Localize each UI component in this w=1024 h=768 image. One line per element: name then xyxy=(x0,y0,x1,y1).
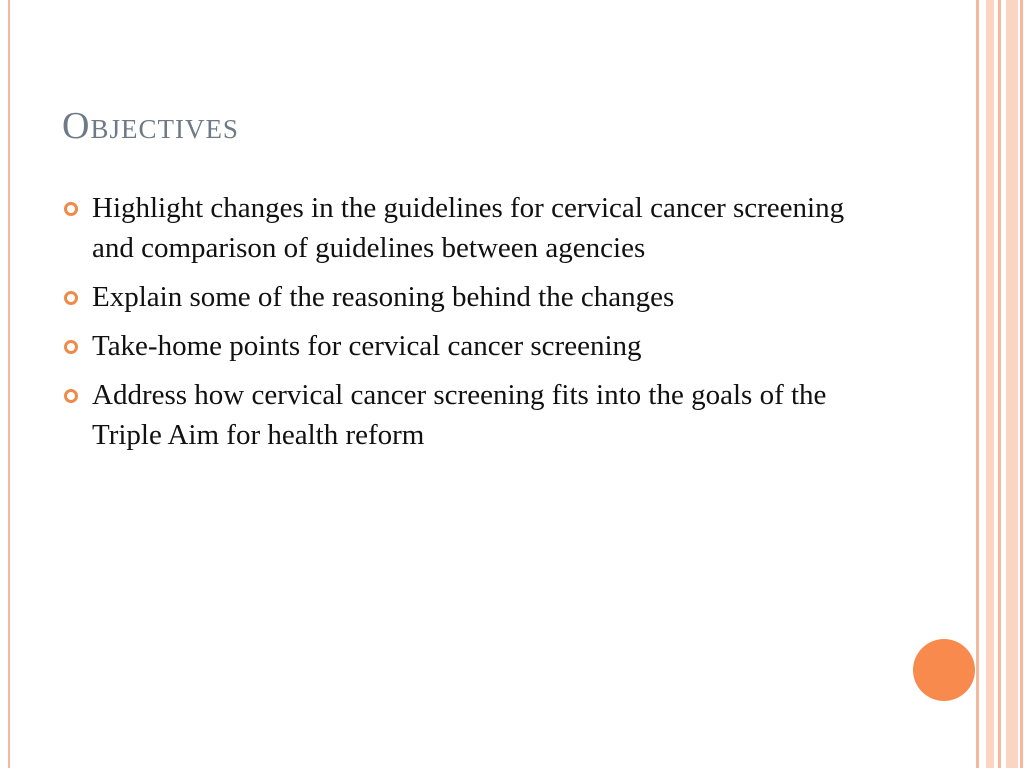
bullet-item xyxy=(62,277,862,317)
stripe xyxy=(976,0,979,768)
bullet-text: Highlight changes in the guidelines for cervical cancer screening and comparison of guidelines between agencies xyxy=(92,192,845,264)
stripe xyxy=(986,0,994,768)
bullet-circle-icon xyxy=(64,340,78,354)
bullet-text: Address how cervical cancer screening fits into the goals of the Triple Aim for health reform xyxy=(92,379,827,451)
stripe xyxy=(998,0,1001,768)
stripe xyxy=(1020,0,1023,768)
slide-title: Objectives xyxy=(62,105,239,147)
orange-circle-decoration xyxy=(913,639,975,701)
bullet-text: Explain some of the reasoning behind the changes xyxy=(92,281,675,313)
bullet-list xyxy=(62,188,862,464)
left-border-line xyxy=(8,0,10,768)
bullet-circle-icon xyxy=(64,202,78,216)
bullet-item xyxy=(62,188,862,268)
right-decorative-stripes xyxy=(976,0,1024,768)
bullet-item xyxy=(62,375,862,455)
stripe xyxy=(1006,0,1018,768)
bullet-text: Take-home points for cervical cancer screening xyxy=(92,330,642,362)
bullet-circle-icon xyxy=(64,291,78,305)
bullet-circle-icon xyxy=(64,389,78,403)
bullet-item xyxy=(62,326,862,366)
